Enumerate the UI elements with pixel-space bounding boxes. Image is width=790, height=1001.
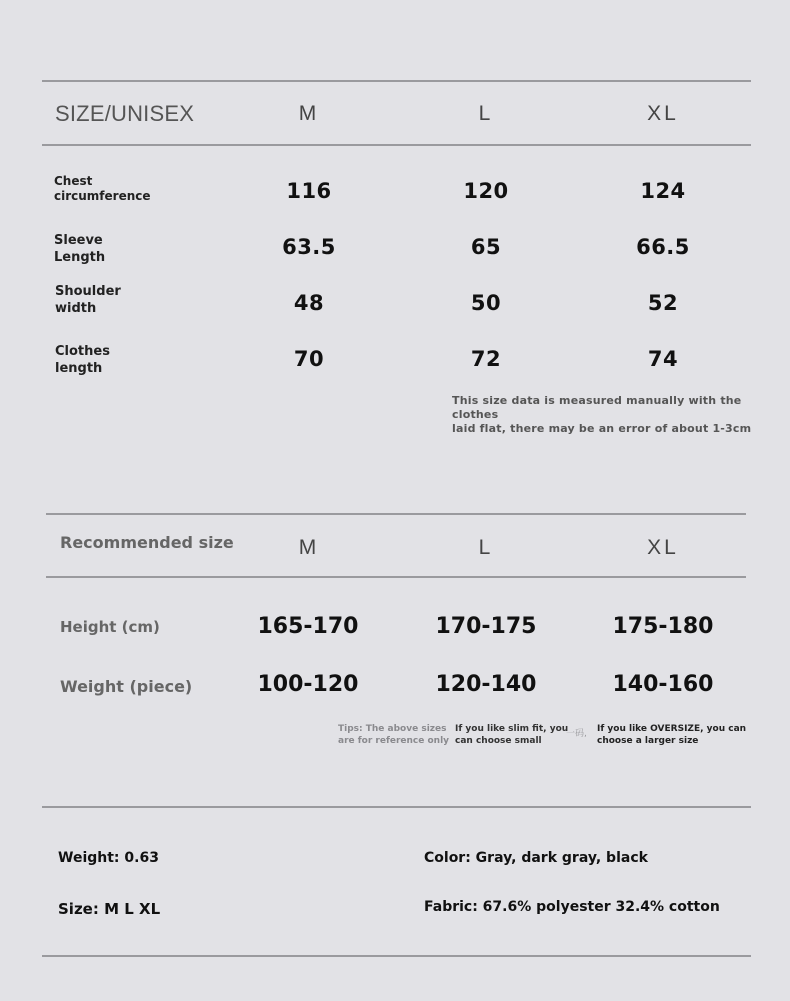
info-bottom-rule <box>42 955 751 957</box>
sleeve-xl-value: 66.5 <box>636 235 690 259</box>
size-header-l: L <box>478 102 494 125</box>
height-l-value: 170-175 <box>435 614 537 639</box>
weight-l-value: 120-140 <box>435 672 537 697</box>
info-size: Size: M L XL <box>58 900 161 918</box>
tip-separator: 一码, <box>566 729 587 739</box>
row-label-shoulder: Shoulder width <box>55 284 121 316</box>
sleeve-m-value: 63.5 <box>282 235 336 259</box>
size-table-header-rule <box>42 144 751 146</box>
sleeve-l-value: 65 <box>470 235 502 259</box>
recommend-table-header-rule <box>46 576 746 578</box>
recommend-table-top-rule <box>46 513 746 515</box>
height-m-value: 165-170 <box>257 614 359 639</box>
chest-l-value: 120 <box>463 179 509 203</box>
weight-m-value: 100-120 <box>257 672 359 697</box>
size-header-xl: XL <box>647 102 679 125</box>
tip-reference-only: Tips: The above sizes are for reference only <box>338 724 450 746</box>
recommend-header-l: L <box>478 536 494 559</box>
shoulder-m-value: 48 <box>293 291 325 315</box>
row-label-height: Height (cm) <box>60 618 160 636</box>
height-xl-value: 175-180 <box>612 614 714 639</box>
size-table-top-rule <box>42 80 751 82</box>
row-label-clothes-length: Clothes length <box>55 344 110 376</box>
tip-slim-fit: If you like slim fit, you can choose small <box>455 724 569 746</box>
shoulder-xl-value: 52 <box>647 291 679 315</box>
size-header-m: M <box>298 102 320 125</box>
recommend-header-xl: XL <box>647 536 679 559</box>
info-top-rule <box>42 806 751 808</box>
measurement-note: This size data is measured manually with the clothes laid flat, there may be an error of about 1-3cm <box>452 394 752 435</box>
weight-xl-value: 140-160 <box>612 672 714 697</box>
length-l-value: 72 <box>470 347 502 371</box>
info-fabric: Fabric: 67.6% polyester 32.4% cotton <box>424 899 720 915</box>
chest-xl-value: 124 <box>640 179 686 203</box>
info-color: Color: Gray, dark gray, black <box>424 850 648 866</box>
size-table-header-label: SIZE/UNISEX <box>55 101 195 126</box>
length-m-value: 70 <box>293 347 325 371</box>
shoulder-l-value: 50 <box>470 291 502 315</box>
length-xl-value: 74 <box>647 347 679 371</box>
info-weight: Weight: 0.63 <box>58 850 159 866</box>
recommend-header-m: M <box>298 536 320 559</box>
row-label-weight: Weight (piece) <box>60 677 193 696</box>
tip-oversize: If you like OVERSIZE, you can choose a larger size <box>597 724 747 746</box>
recommend-table-header-label: Recommended size <box>60 533 234 552</box>
row-label-chest: Chest circumference <box>54 174 151 203</box>
chest-m-value: 116 <box>286 179 332 203</box>
row-label-sleeve: Sleeve Length <box>54 233 106 265</box>
